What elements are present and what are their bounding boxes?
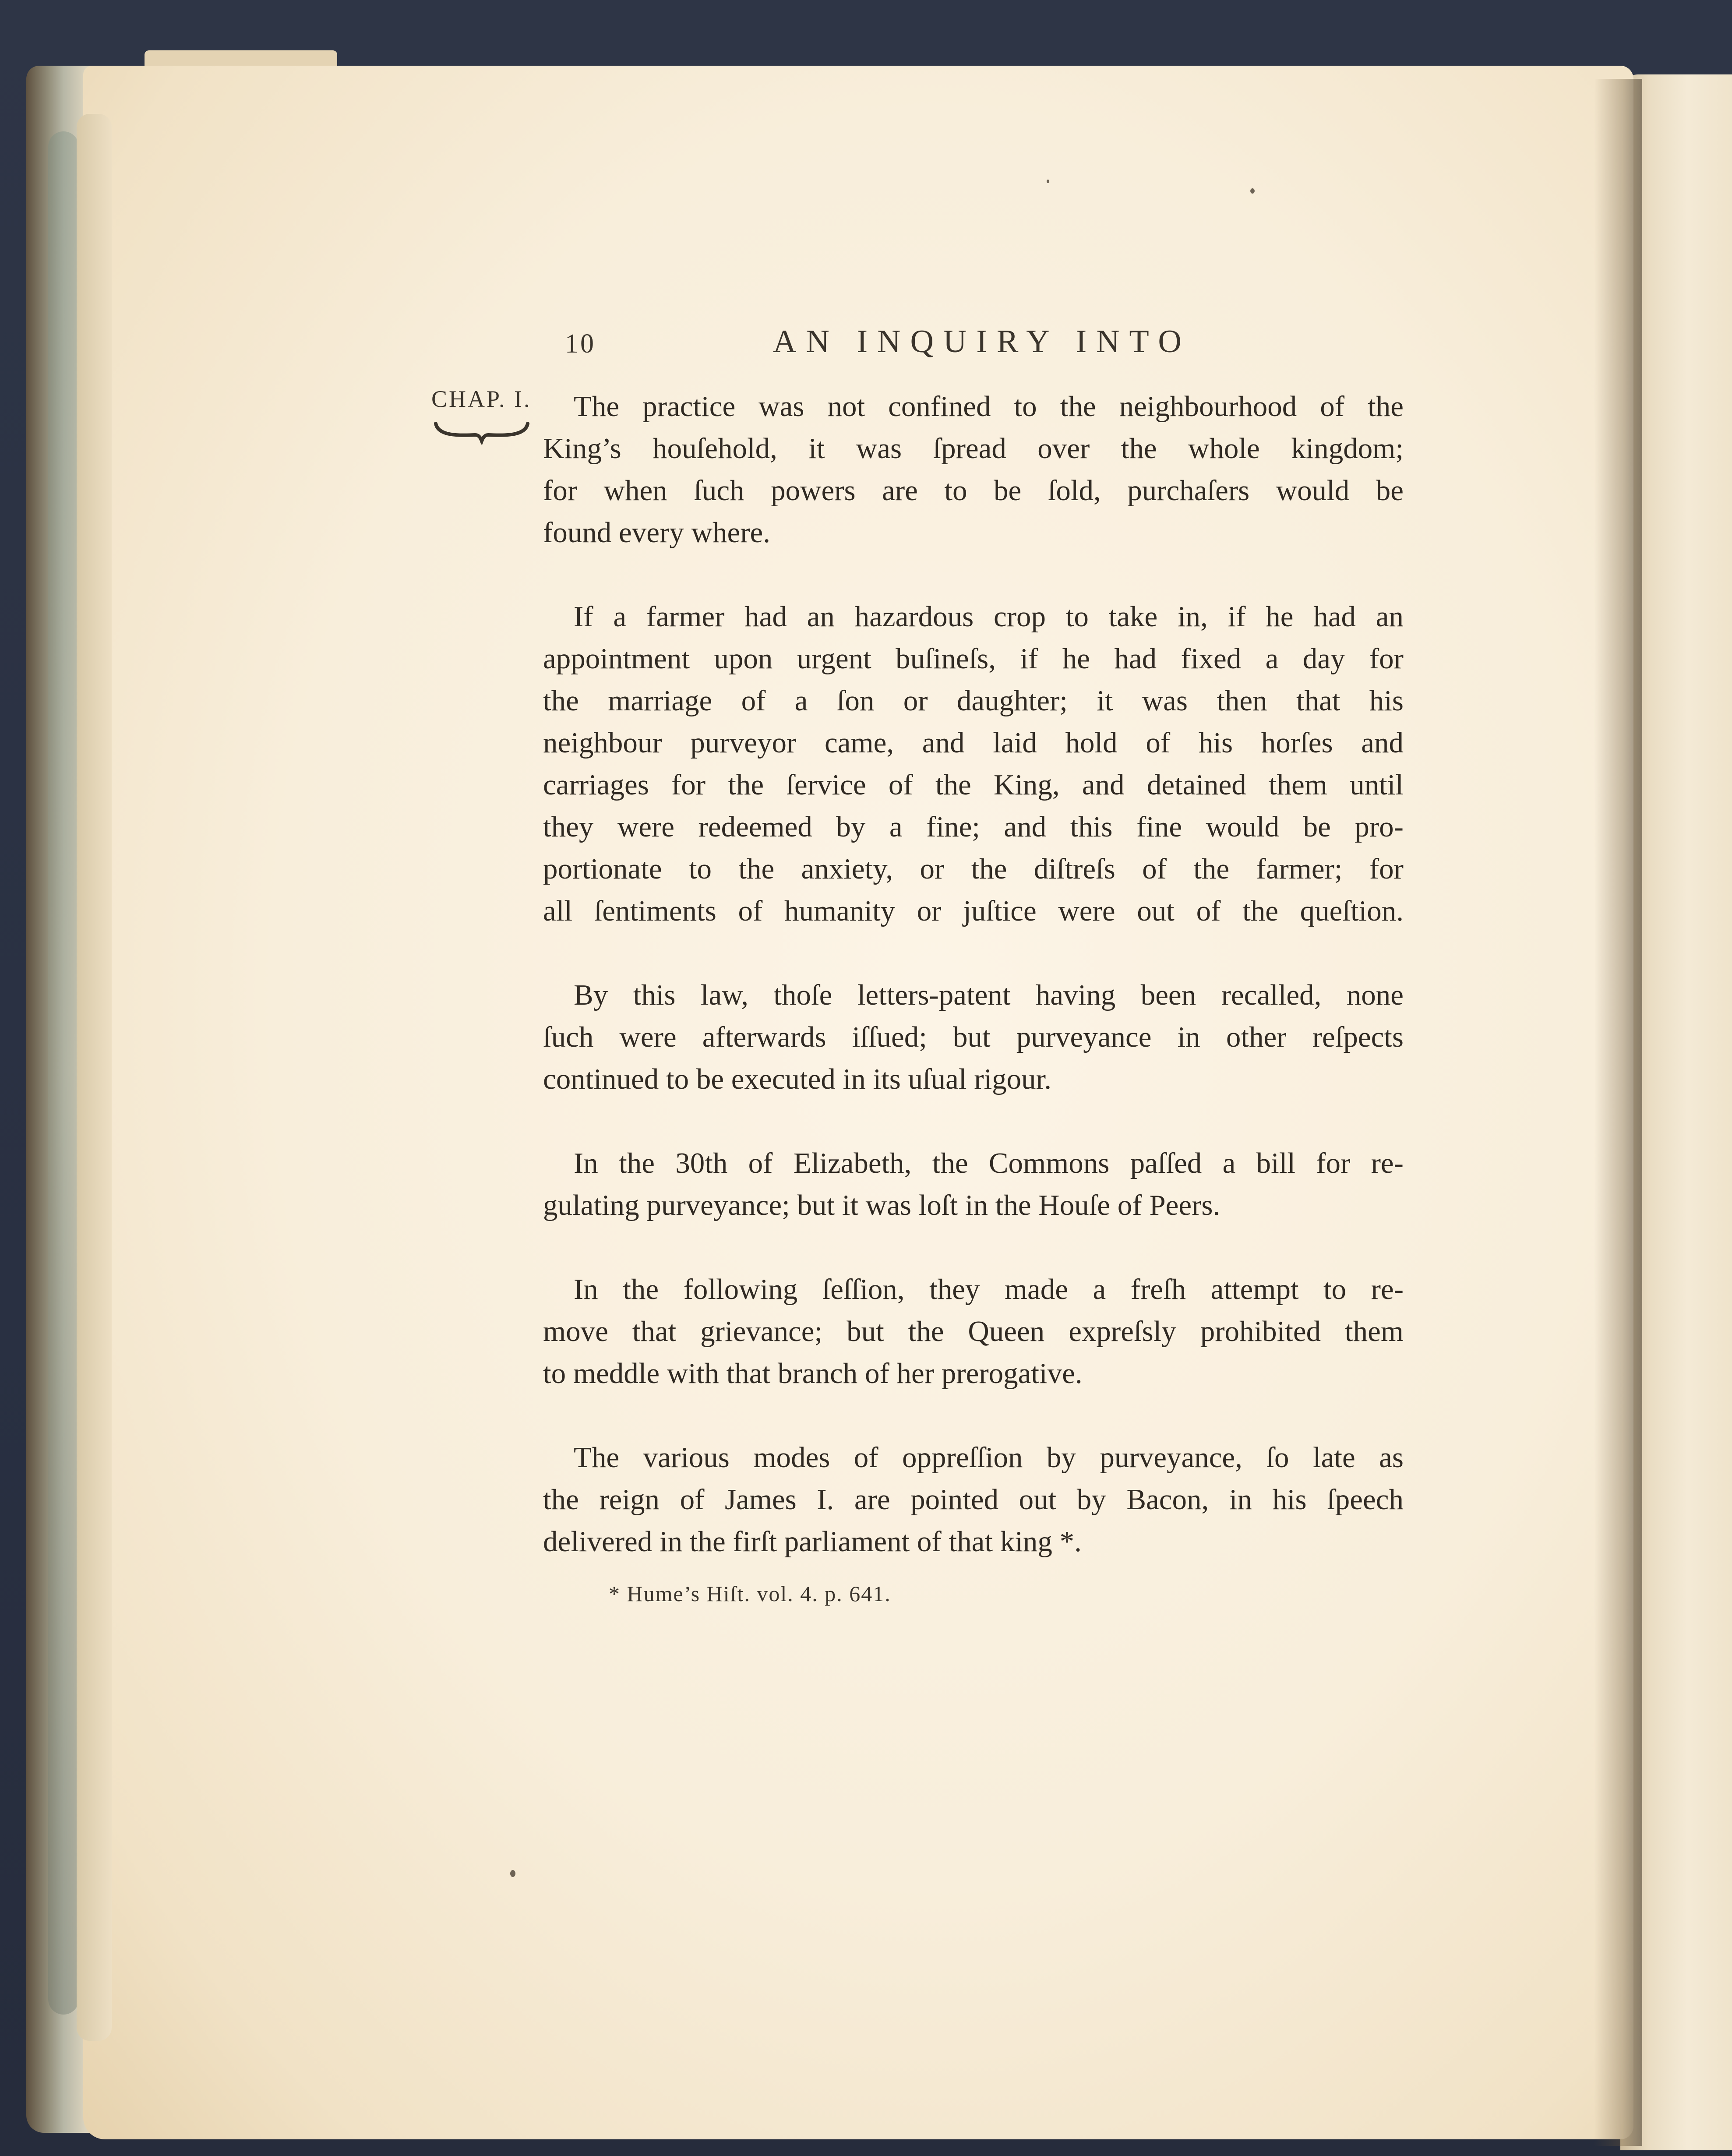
margin-brace-ornament — [431, 418, 532, 445]
spine-stain — [48, 131, 79, 2015]
page-number: 10 — [565, 329, 596, 359]
running-head: AN INQUIRY INTO — [773, 324, 1191, 360]
text-line: they were redeemed by a fine; and this fine would be pro- — [543, 811, 1404, 843]
text-line: neighbour purveyor came, and laid hold of his horſes and — [543, 727, 1404, 759]
paragraph — [543, 974, 1404, 1100]
paper-speck — [1047, 180, 1049, 183]
text-line: gulating purveyance; but it was loſt in the Houſe of Peers. — [543, 1189, 1221, 1221]
text-line: carriages for the ſervice of the King, and detained them until — [543, 769, 1404, 801]
text-line: portionate to the anxiety, or the diſtreſs of the farmer; for — [543, 853, 1404, 885]
text-line: to meddle with that branch of her prerogative. — [543, 1357, 1083, 1390]
text-line: ſuch were afterwards iſſued; but purveyance in other reſpects — [543, 1021, 1404, 1053]
paragraph — [543, 1268, 1404, 1394]
text-line: King’s houſehold, it was ſpread over the whole kingdom; — [543, 432, 1404, 465]
paper-speck — [1250, 188, 1255, 194]
paper-speck — [510, 1870, 515, 1877]
text-line: found every where. — [543, 516, 771, 549]
text-line: By this law, thoſe letters-patent having been recalled, none — [574, 979, 1404, 1011]
paragraph — [543, 385, 1404, 554]
text-line: The various modes of oppreſſion by purveyance, ſo late as — [574, 1441, 1404, 1474]
gutter-shadow — [1594, 79, 1642, 2146]
page-left-fray — [77, 114, 112, 2041]
body-text — [543, 385, 1404, 1605]
text-line: all ſentiments of humanity or juſtice were out of the queſtion. — [543, 895, 1404, 927]
text-line: for when ſuch powers are to be ſold, purchaſers would be — [543, 474, 1404, 507]
text-line: delivered in the firſt parliament of that king *. — [543, 1525, 1082, 1558]
text-line: appointment upon urgent buſineſs, if he had fixed a day for — [543, 642, 1404, 675]
paragraph — [543, 1142, 1404, 1226]
text-line: continued to be executed in its uſual rigour. — [543, 1063, 1052, 1095]
text-line: In the following ſeſſion, they made a freſh attempt to re- — [574, 1273, 1404, 1306]
text-line: move that grievance; but the Queen expreſsly prohibited them — [543, 1315, 1404, 1348]
text-line: The practice was not confined to the neighbourhood of the — [574, 390, 1404, 423]
text-line: If a farmer had an hazardous crop to take in, if he had an — [574, 600, 1404, 633]
text-line: the marriage of a ſon or daughter; it was then that his — [543, 685, 1404, 717]
chapter-margin-note: CHAP. I. — [431, 386, 532, 412]
footnote: * Hume’s Hiſt. vol. 4. p. 641. — [609, 1581, 891, 1606]
paragraph — [543, 596, 1404, 932]
text-line: the reign of James I. are pointed out by Bacon, in his ſpeech — [543, 1483, 1404, 1516]
paragraph — [543, 1436, 1404, 1563]
text-line: In the 30th of Elizabeth, the Commons paſſed a bill for re- — [574, 1147, 1404, 1179]
